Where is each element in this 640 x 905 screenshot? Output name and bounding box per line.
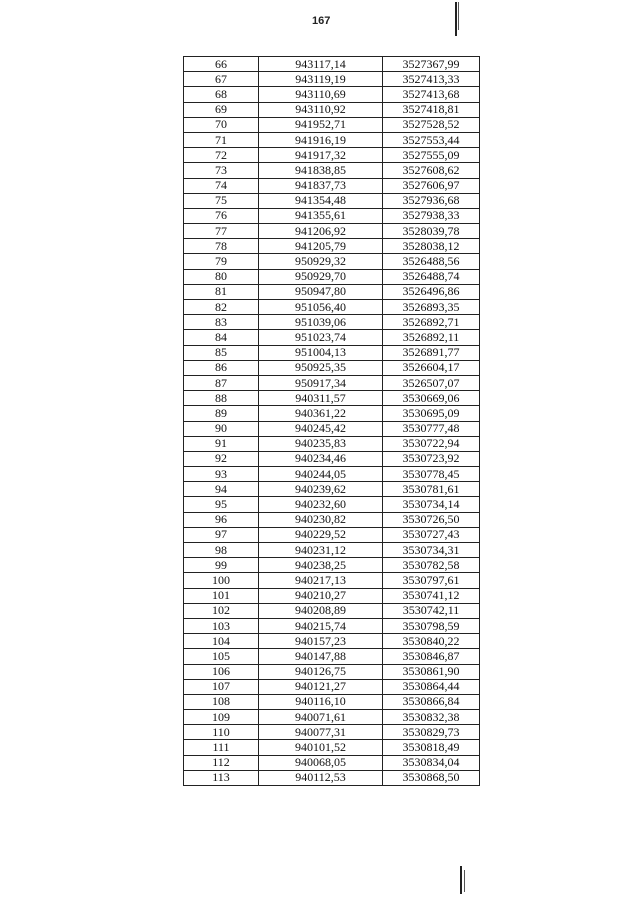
y-coordinate-cell: 3530864,44: [383, 679, 480, 694]
x-coordinate-cell: 943119,19: [259, 72, 383, 87]
point-number-cell: 109: [184, 710, 259, 725]
point-number-cell: 73: [184, 163, 259, 178]
point-number-cell: 88: [184, 391, 259, 406]
x-coordinate-cell: 940217,13: [259, 573, 383, 588]
y-coordinate-cell: 3527606,97: [383, 178, 480, 193]
x-coordinate-cell: 941354,48: [259, 193, 383, 208]
point-number-cell: 110: [184, 725, 259, 740]
point-number-cell: 74: [184, 178, 259, 193]
y-coordinate-cell: 3530846,87: [383, 649, 480, 664]
y-coordinate-cell: 3530695,09: [383, 406, 480, 421]
x-coordinate-cell: 940232,60: [259, 497, 383, 512]
y-coordinate-cell: 3526496,86: [383, 284, 480, 299]
y-coordinate-cell: 3526891,77: [383, 345, 480, 360]
table-row: [184, 300, 480, 315]
y-coordinate-cell: 3527528,52: [383, 117, 480, 132]
table-row: [184, 634, 480, 649]
x-coordinate-cell: 951056,40: [259, 300, 383, 315]
x-coordinate-cell: 940235,83: [259, 436, 383, 451]
table-row: [184, 770, 480, 785]
x-coordinate-cell: 941952,71: [259, 117, 383, 132]
point-number-cell: 102: [184, 603, 259, 618]
point-number-cell: 106: [184, 664, 259, 679]
table-row: [184, 710, 480, 725]
point-number-cell: 111: [184, 740, 259, 755]
table-row: [184, 117, 480, 132]
y-coordinate-cell: 3530798,59: [383, 618, 480, 633]
point-number-cell: 97: [184, 527, 259, 542]
x-coordinate-cell: 940311,57: [259, 391, 383, 406]
point-number-cell: 103: [184, 618, 259, 633]
point-number-cell: 104: [184, 634, 259, 649]
table-row: [184, 725, 480, 740]
x-coordinate-cell: 940157,23: [259, 634, 383, 649]
table-row: [184, 239, 480, 254]
scan-mark-top-right: [455, 2, 457, 36]
point-number-cell: 81: [184, 284, 259, 299]
x-coordinate-cell: 940215,74: [259, 618, 383, 633]
table-row: [184, 148, 480, 163]
point-number-cell: 107: [184, 679, 259, 694]
y-coordinate-cell: 3530722,94: [383, 436, 480, 451]
x-coordinate-cell: 940121,27: [259, 679, 383, 694]
point-number-cell: 96: [184, 512, 259, 527]
y-coordinate-cell: 3526488,56: [383, 254, 480, 269]
x-coordinate-cell: 940116,10: [259, 694, 383, 709]
point-number-cell: 69: [184, 102, 259, 117]
y-coordinate-cell: 3527413,68: [383, 87, 480, 102]
y-coordinate-cell: 3527938,33: [383, 208, 480, 223]
table-row: [184, 451, 480, 466]
x-coordinate-cell: 940071,61: [259, 710, 383, 725]
x-coordinate-cell: 943117,14: [259, 57, 383, 72]
table-row: [184, 284, 480, 299]
x-coordinate-cell: 941917,32: [259, 148, 383, 163]
x-coordinate-cell: 940244,05: [259, 467, 383, 482]
point-number-cell: 70: [184, 117, 259, 132]
point-number-cell: 79: [184, 254, 259, 269]
x-coordinate-cell: 940101,52: [259, 740, 383, 755]
y-coordinate-cell: 3530861,90: [383, 664, 480, 679]
y-coordinate-cell: 3526507,07: [383, 375, 480, 390]
x-coordinate-cell: 951004,13: [259, 345, 383, 360]
x-coordinate-cell: 940234,46: [259, 451, 383, 466]
table-row: [184, 132, 480, 147]
table-row: [184, 254, 480, 269]
x-coordinate-cell: 951023,74: [259, 330, 383, 345]
y-coordinate-cell: 3530726,50: [383, 512, 480, 527]
y-coordinate-cell: 3530777,48: [383, 421, 480, 436]
table-row: [184, 421, 480, 436]
table-row: [184, 588, 480, 603]
point-number-cell: 99: [184, 558, 259, 573]
table-row: [184, 543, 480, 558]
y-coordinate-cell: 3530834,04: [383, 755, 480, 770]
table-row: [184, 269, 480, 284]
y-coordinate-cell: 3527608,62: [383, 163, 480, 178]
table-row: [184, 512, 480, 527]
table-row: [184, 694, 480, 709]
y-coordinate-cell: 3530868,50: [383, 770, 480, 785]
page-number: 167: [312, 15, 331, 27]
point-number-cell: 86: [184, 360, 259, 375]
point-number-cell: 75: [184, 193, 259, 208]
y-coordinate-cell: 3530742,11: [383, 603, 480, 618]
table-row: [184, 573, 480, 588]
y-coordinate-cell: 3530723,92: [383, 451, 480, 466]
point-number-cell: 83: [184, 315, 259, 330]
table-row: [184, 193, 480, 208]
x-coordinate-cell: 950947,80: [259, 284, 383, 299]
point-number-cell: 80: [184, 269, 259, 284]
point-number-cell: 90: [184, 421, 259, 436]
table-row: [184, 755, 480, 770]
point-number-cell: 72: [184, 148, 259, 163]
y-coordinate-cell: 3526892,11: [383, 330, 480, 345]
y-coordinate-cell: 3527555,09: [383, 148, 480, 163]
y-coordinate-cell: 3530734,14: [383, 497, 480, 512]
coordinates-table: [183, 56, 480, 786]
y-coordinate-cell: 3530778,45: [383, 467, 480, 482]
table-row: [184, 391, 480, 406]
x-coordinate-cell: 940112,53: [259, 770, 383, 785]
point-number-cell: 112: [184, 755, 259, 770]
y-coordinate-cell: 3526488,74: [383, 269, 480, 284]
y-coordinate-cell: 3527367,99: [383, 57, 480, 72]
table-row: [184, 558, 480, 573]
x-coordinate-cell: 950929,70: [259, 269, 383, 284]
x-coordinate-cell: 940210,27: [259, 588, 383, 603]
point-number-cell: 77: [184, 224, 259, 239]
table-row: [184, 345, 480, 360]
y-coordinate-cell: 3527418,81: [383, 102, 480, 117]
point-number-cell: 100: [184, 573, 259, 588]
x-coordinate-cell: 940245,42: [259, 421, 383, 436]
y-coordinate-cell: 3526604,17: [383, 360, 480, 375]
y-coordinate-cell: 3530840,22: [383, 634, 480, 649]
y-coordinate-cell: 3530727,43: [383, 527, 480, 542]
y-coordinate-cell: 3530829,73: [383, 725, 480, 740]
point-number-cell: 66: [184, 57, 259, 72]
point-number-cell: 91: [184, 436, 259, 451]
y-coordinate-cell: 3530797,61: [383, 573, 480, 588]
table-row: [184, 87, 480, 102]
x-coordinate-cell: 940208,89: [259, 603, 383, 618]
table-row: [184, 208, 480, 223]
coordinates-table-body: [184, 57, 480, 786]
x-coordinate-cell: 940230,82: [259, 512, 383, 527]
table-row: [184, 375, 480, 390]
point-number-cell: 98: [184, 543, 259, 558]
table-row: [184, 436, 480, 451]
y-coordinate-cell: 3528038,12: [383, 239, 480, 254]
x-coordinate-cell: 940229,52: [259, 527, 383, 542]
point-number-cell: 78: [184, 239, 259, 254]
y-coordinate-cell: 3528039,78: [383, 224, 480, 239]
y-coordinate-cell: 3527413,33: [383, 72, 480, 87]
table-row: [184, 315, 480, 330]
point-number-cell: 94: [184, 482, 259, 497]
x-coordinate-cell: 943110,69: [259, 87, 383, 102]
table-row: [184, 467, 480, 482]
x-coordinate-cell: 941838,85: [259, 163, 383, 178]
table-row: [184, 406, 480, 421]
table-row: [184, 527, 480, 542]
point-number-cell: 71: [184, 132, 259, 147]
point-number-cell: 93: [184, 467, 259, 482]
table-row: [184, 72, 480, 87]
table-row: [184, 360, 480, 375]
table-row: [184, 330, 480, 345]
point-number-cell: 89: [184, 406, 259, 421]
point-number-cell: 108: [184, 694, 259, 709]
x-coordinate-cell: 941206,92: [259, 224, 383, 239]
point-number-cell: 87: [184, 375, 259, 390]
y-coordinate-cell: 3530781,61: [383, 482, 480, 497]
point-number-cell: 113: [184, 770, 259, 785]
point-number-cell: 67: [184, 72, 259, 87]
x-coordinate-cell: 950929,32: [259, 254, 383, 269]
y-coordinate-cell: 3530741,12: [383, 588, 480, 603]
y-coordinate-cell: 3530832,38: [383, 710, 480, 725]
x-coordinate-cell: 941837,73: [259, 178, 383, 193]
x-coordinate-cell: 940126,75: [259, 664, 383, 679]
y-coordinate-cell: 3526893,35: [383, 300, 480, 315]
x-coordinate-cell: 943110,92: [259, 102, 383, 117]
x-coordinate-cell: 940231,12: [259, 543, 383, 558]
table-row: [184, 603, 480, 618]
x-coordinate-cell: 940239,62: [259, 482, 383, 497]
table-row: [184, 740, 480, 755]
x-coordinate-cell: 940361,22: [259, 406, 383, 421]
x-coordinate-cell: 951039,06: [259, 315, 383, 330]
point-number-cell: 105: [184, 649, 259, 664]
table-row: [184, 618, 480, 633]
x-coordinate-cell: 940238,25: [259, 558, 383, 573]
y-coordinate-cell: 3530669,06: [383, 391, 480, 406]
x-coordinate-cell: 950925,35: [259, 360, 383, 375]
y-coordinate-cell: 3530734,31: [383, 543, 480, 558]
table-row: [184, 178, 480, 193]
point-number-cell: 95: [184, 497, 259, 512]
y-coordinate-cell: 3530782,58: [383, 558, 480, 573]
x-coordinate-cell: 941205,79: [259, 239, 383, 254]
x-coordinate-cell: 940147,88: [259, 649, 383, 664]
point-number-cell: 101: [184, 588, 259, 603]
y-coordinate-cell: 3530866,84: [383, 694, 480, 709]
point-number-cell: 68: [184, 87, 259, 102]
table-row: [184, 57, 480, 72]
table-row: [184, 482, 480, 497]
x-coordinate-cell: 950917,34: [259, 375, 383, 390]
table-row: [184, 102, 480, 117]
point-number-cell: 92: [184, 451, 259, 466]
table-row: [184, 679, 480, 694]
scan-mark-top-right-2: [458, 2, 459, 30]
table-row: [184, 497, 480, 512]
point-number-cell: 82: [184, 300, 259, 315]
table-row: [184, 664, 480, 679]
point-number-cell: 76: [184, 208, 259, 223]
point-number-cell: 85: [184, 345, 259, 360]
table-row: [184, 224, 480, 239]
scan-mark-bottom-2: [464, 870, 465, 892]
table-row: [184, 163, 480, 178]
point-number-cell: 84: [184, 330, 259, 345]
x-coordinate-cell: 941916,19: [259, 132, 383, 147]
x-coordinate-cell: 941355,61: [259, 208, 383, 223]
table-row: [184, 649, 480, 664]
y-coordinate-cell: 3527553,44: [383, 132, 480, 147]
y-coordinate-cell: 3527936,68: [383, 193, 480, 208]
scan-mark-bottom: [460, 866, 462, 894]
y-coordinate-cell: 3526892,71: [383, 315, 480, 330]
x-coordinate-cell: 940068,05: [259, 755, 383, 770]
y-coordinate-cell: 3530818,49: [383, 740, 480, 755]
x-coordinate-cell: 940077,31: [259, 725, 383, 740]
